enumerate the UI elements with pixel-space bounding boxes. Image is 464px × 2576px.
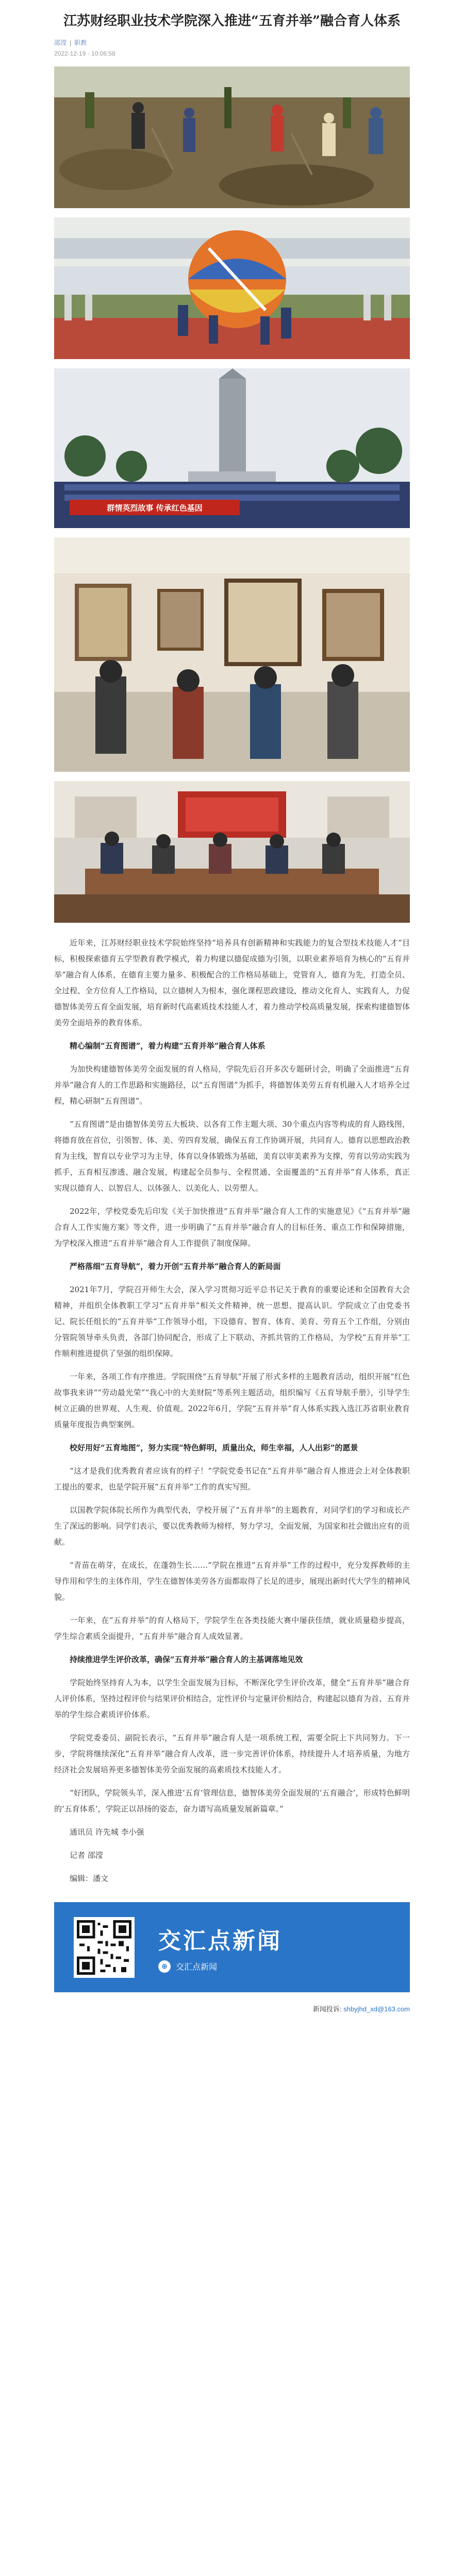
photo-meeting-room	[54, 781, 410, 923]
article-paragraph: 以国教学院体院长所作为典型代表，学校开展了“五育并举”的主题教育，对同学们的学习和成长产生了深远的影响。同学们表示，要以优秀教师为榜样，努力学习，全面发展，为国家和社会做出应有的贡献。	[54, 1505, 410, 1547]
article-paragraph: 近年来，江苏财经职业技术学院始终坚持“培养具有创新精神和实践能力的复合型技术技能人才”目标，积极探索德育五学型教育教学模式，着力构建以德促成德为引领，以职业素养培育为核心的“五育并举”融合育人体系，在德育主要力量多、积极配合的工作格局基础上，党管育人，德育为先，打造全员、全过程、全方位育人工作格局，以立德树人为根本，强化课程思政建设，推动文化育人、实践育人，力促德智体美劳五育全面发展，培育新时代高素质技术技能人才，着力推动学校高质量发展，探索构建德智体美劳全面培养的教育体系。	[54, 938, 410, 1027]
section-heading: 持续推进学生评价改革，确保“五育并举”融合育人的主基调落地见效	[70, 1655, 303, 1664]
article-title: 江苏财经职业技术学院深入推进“五育并举”融合育人体系	[63, 13, 401, 29]
app-download-card[interactable]	[54, 1902, 410, 1992]
section-heading: 校好用好“五育地图”，努力实现“特色鲜明，质量出众，师生幸福，人人出彩”的愿景	[70, 1443, 358, 1452]
article-paragraph: 2022年，学校党委先后印发《关于加快推进“五育并举”融合育人工作的实施意见》《“五育并举”融合育人工作实施方案》等文件，进一步明确了“五育并举”融合育人的目标任务、重点工作和保障措施，为学校深入推进“五育并举”融合育人工作提供了制度保障。	[54, 1207, 410, 1248]
brand-sub-label: 交汇点新闻	[176, 1962, 218, 1972]
article-paragraph: 为加快构建德智体美劳全面发展的育人格局，学院先后召开多次专题研讨会，明确了全面推进“五育并举”融合育人的工作思路和实施路径，以“五育图谱”为抓手，将德智体美劳五育有机融入人才培养全过程，精心研制“五育图谱”。	[54, 1064, 410, 1106]
channel-link[interactable]: 职教	[74, 39, 87, 46]
meta-separator: |	[70, 39, 72, 46]
article-paragraph: 一年来，在“五育并举”的育人格局下，学院学生在各类技能大赛中屡获佳绩，就业质量稳步提高，学生综合素质全面提升，“五育并举”融合育人成效显著。	[54, 1616, 410, 1641]
contact-label: 新闻投诉:	[312, 2005, 342, 2013]
article-column	[54, 0, 410, 2013]
brand-logo-icon: ⊕	[158, 1960, 171, 1973]
brand-sub	[158, 1960, 282, 1973]
brand-name: 交汇点新闻	[158, 1927, 282, 1954]
article-paragraph: 2021年7月，学院召开师生大会，深入学习贯彻习近平总书记关于教育的重要论述和全国教育大会精神，并组织全体教职工学习“五育并举”相关文件精神，统一思想、提高认识。学院成立了由党委书记、院长任组长的“五育并举”工作领导小组，下设德育、智育、体育、美育、劳育五个工作组，分别由分管院领导牵头负责，各部门协同配合，形成了上下联动、齐抓共管的工作格局，为学校“五育并举”工作顺利推进提供了坚强的组织保障。	[54, 1285, 410, 1358]
contact-email-link[interactable]: shbyjhd_xd@163.com	[343, 2005, 410, 2013]
publish-time: 2022-12-19 · 10:06:58	[54, 50, 115, 57]
article-paragraph: 学院党委委员、副院长表示，“五育并举”融合育人是一项系统工程，需要全院上下共同努力。下一步，学院将继续深化“五育并举”融合育人改革，进一步完善评价体系，持续提升人才培养质量，为地方经济社会发展培养更多德智体美劳全面发展的高素质技术技能人才。	[54, 1733, 410, 1774]
article-paragraph: “青苗在萌芽，在成长，在蓬勃生长……”学院在推进“五育并举”工作的过程中，充分发挥教师的主导作用和学生的主体作用，学生在德智体美劳各方面都取得了长足的进步，展现出新时代大学生的精神风貌。	[54, 1561, 410, 1602]
article-paragraph: “五育图谱”是由德智体美劳五大板块、以各育工作主题大项、30个重点内容等构成的育人路线图，将德育放在首位，引领智、体、美、劳四育发展，确保五育工作协调开展，共同育人。德育以思想政治教育为主线，智育以专业学习为主导，体育以身体锻炼为基础，美育以审美素养为支撑，劳育以劳动实践为抓手，五育相互渗透、融合发展，构建起全员参与、全程贯通、全面覆盖的“五育并举”育人体系，真正实现以德育人、以智启人、以体强人、以美化人、以劳塑人。	[54, 1120, 410, 1193]
article-paragraph: “这才是我们优秀教育者应该有的样子！”学院党委书记在“五育并举”融合育人推进会上对全体教职工提出的要求，也是学院开展“五育并举”工作的真实写照。	[54, 1466, 410, 1492]
article-paragraph: 学院始终坚持育人为本，以学生全面发展为目标，不断深化学生评价改革，健全“五育并举”融合育人评价体系，坚持过程评价与结果评价相结合，定性评价与定量评价相结合，构建起以德育为首、五育并举的学生综合素质评价体系。	[54, 1678, 410, 1719]
article-paragraph: 一年来，各项工作有序推进。学院围绕“五育导航”开展了形式多样的主题教育活动，组织开展“红色故事我来讲”“劳动最光荣”“我心中的大美财院”等系列主题活动，组织编写《五育导航手册》，引导学生树立正确的世界观、人生观、价值观。2022年6月，学院“五育并举”育人体系实践入选江苏省职业教育质量年度报告典型案例。	[54, 1372, 410, 1429]
article-meta	[54, 38, 410, 47]
monument-banner-text: 群情英烈故事 传承红色基因	[107, 503, 203, 513]
article-body	[54, 935, 410, 1887]
photo-sports-giant-ball	[54, 217, 410, 359]
contact-line	[54, 2004, 410, 2013]
brand-block	[158, 1922, 282, 1973]
qr-code[interactable]	[74, 1917, 135, 1978]
photo-monument-ceremony	[54, 368, 410, 528]
photo-art-exhibition	[54, 537, 410, 772]
photo-labor-planting	[54, 66, 410, 208]
article-paragraph: “好团队，学院领头羊，深入推进‘五育’管理信息，德智体美劳全面发展的‘五育融合’，形成特色鲜明的‘五育体系’，学院正以昂扬的姿态，奋力谱写高质量发展新篇章。”	[54, 1788, 410, 1814]
byline-correspondents: 通讯员 许先城 李小强	[70, 1827, 144, 1837]
byline-editor: 编辑：潘文	[70, 1874, 109, 1883]
byline-reporter: 记者 邵滢	[70, 1851, 103, 1860]
section-heading: 精心编制“五育图谱”，着力构建“五育并举”融合育人体系	[70, 1041, 266, 1050]
author-link[interactable]: 邵滢	[54, 39, 67, 46]
section-heading: 严格落细“五育导航”，着力开创“五育并举”融合育人的新局面	[70, 1262, 281, 1271]
